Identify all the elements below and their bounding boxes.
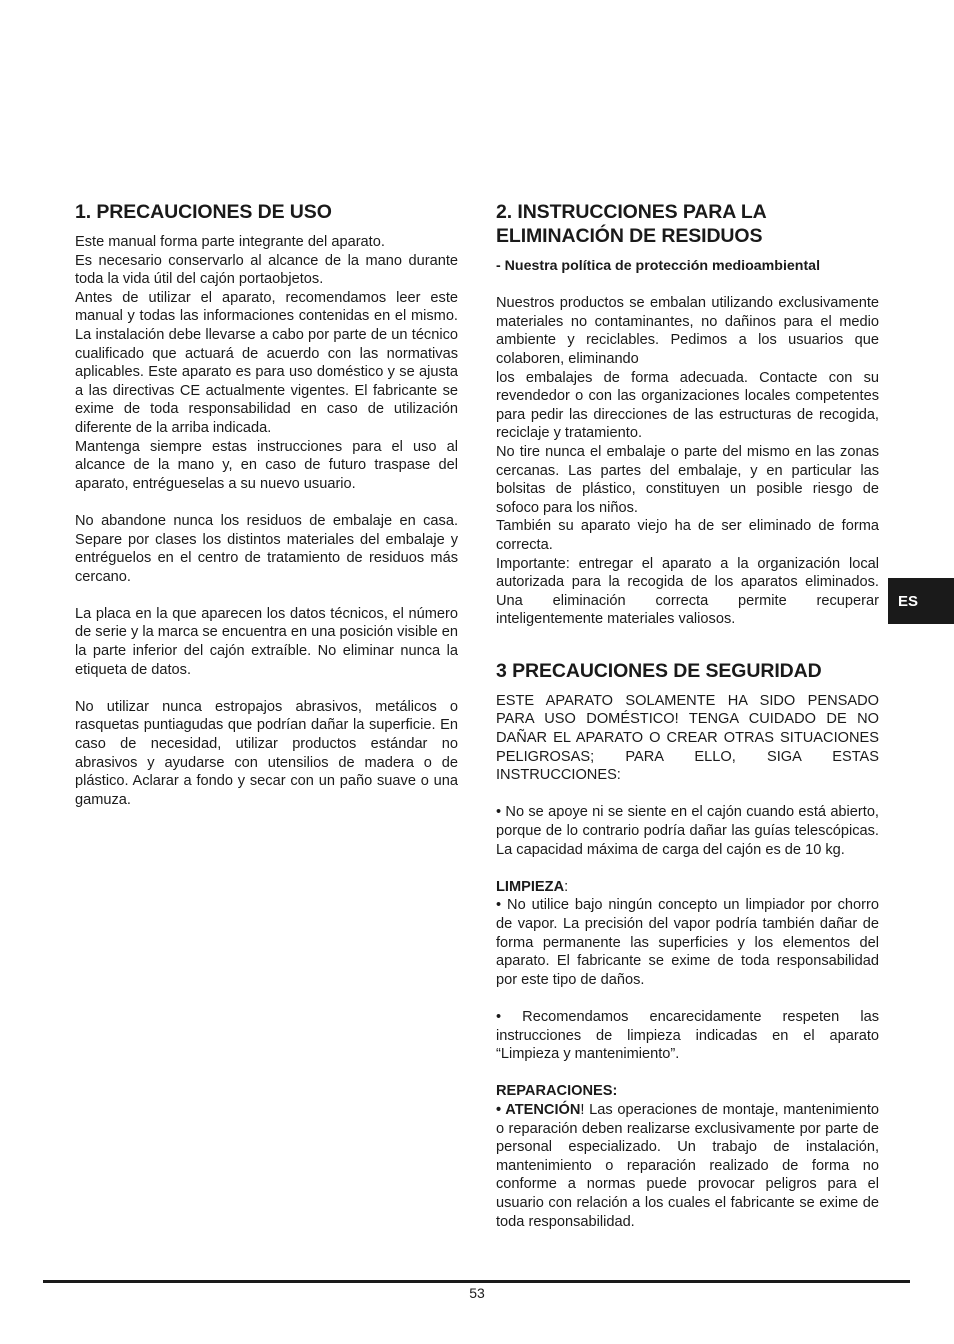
- page-number: 53: [469, 1285, 485, 1301]
- right-column: [496, 200, 879, 1231]
- atencion-item: [496, 1101, 879, 1231]
- paragraph: los embalajes de forma adecuada. Contacte con su revendedor o con las organizaciones locales competentes para pedir las direcciones de las estructuras de recogida, reciclaje y tratamiento.: [496, 369, 879, 442]
- atencion-label: ATENCIÓN: [505, 1101, 581, 1118]
- paragraph: Este manual forma parte integrante del aparato.: [75, 234, 385, 250]
- paragraph: Nuestros productos se embalan utilizando exclusivamente materiales no contaminantes, no dañinos para el medio ambiente y reciclables. Pedimos a los usuarios que colaboren, eliminando: [496, 295, 879, 367]
- left-column: [75, 200, 458, 809]
- language-tab: ES: [888, 578, 954, 624]
- section-2-title: [496, 200, 879, 248]
- bullet-item: • No se apoye ni se siente en el cajón cuando está abierto, porque de lo contrario podría dañar las guías telescópicas. La capacidad máxima de carga del cajón es de 10 kg.: [496, 804, 879, 858]
- bullet-item: • No utilice bajo ningún concepto un limpiador por chorro de vapor. La precisión del vapor podría también dañar de forma permanente las superficies y los elementos del aparato. El fabricante se exime de toda responsabilidad por este tipo de daños.: [496, 897, 879, 988]
- section-1-title: 1. PRECAUCIONES DE USO: [75, 201, 332, 223]
- warning-paragraph: ESTE APARATO SOLAMENTE HA SIDO PENSADO PARA USO DOMÉSTICO! TENGA CUIDADO DE NO DAÑAR EL APARATO O CREAR OTRAS SITUACIONES PELIGROSAS; PARA ELLO, SIGA ESTAS INSTRUCCIONES:: [496, 692, 879, 784]
- paragraph: La placa en la que aparecen los datos técnicos, el número de serie y la marca se encuentra en una posición visible en la parte inferior del cajón extraíble. No eliminar nunca la etiqueta de datos.: [75, 605, 458, 678]
- atencion-bullet: •: [496, 1101, 506, 1118]
- paragraph: Antes de utilizar el aparato, recomendamos leer este manual y todas las informaciones contenidas en el mismo. La instalación debe llevarse a cabo por parte de un técnico cualificado que actuará de acuerdo con las normativas aplicables. Este aparato es para uso doméstico y se ajusta a las directivas CE actualmente vigentes. El fabricante se exime de toda responsabilidad en caso de utilización diferente de la arriba indicada.: [75, 289, 458, 436]
- bullet-item: • Recomendamos encarecidamente respeten las instrucciones de limpieza indicadas en el aparato “Limpieza y mantenimiento”.: [496, 1008, 879, 1063]
- paragraph: Mantenga siempre estas instrucciones para el uso al alcance de la mano y, en caso de futuro traspase del aparato, entrégueselas a su nuevo usuario.: [75, 438, 458, 492]
- section-3-title: 3 PRECAUCIONES DE SEGURIDAD: [496, 659, 822, 682]
- atencion-text: ! Las operaciones de montaje, mantenimiento o reparación deben realizarse exclusivamente por parte de personal especializado. Un trabajo de instalación, mantenimiento o reparación realizado de forma no conforme a normas puede provocar peligros para el usuario con relación a los cuales el fabricante se exime de toda responsabilidad.: [496, 1101, 879, 1230]
- reparaciones-label: REPARACIONES:: [496, 1083, 618, 1100]
- limpieza-colon: :: [564, 878, 569, 895]
- section-2-title-line2: ELIMINACIÓN DE RESIDUOS: [496, 225, 763, 247]
- limpieza-label: LIMPIEZA: [496, 878, 565, 895]
- policy-subtitle: - Nuestra política de protección medioambiental: [496, 258, 821, 274]
- paragraph: También su aparato viejo ha de ser eliminado de forma correcta.: [496, 518, 879, 553]
- paragraph: Importante: entregar el aparato a la organización local autorizada para la recogida de los aparatos eliminados. Una eliminación correcta permite recuperar inteligentemente materiales valiosos.: [496, 555, 879, 628]
- footer-divider: [43, 1280, 910, 1283]
- paragraph: No abandone nunca los residuos de embalaje en casa. Separe por clases los distintos materiales del embalaje y entréguelos en el centro de tratamiento de residuos más cercano.: [75, 512, 458, 585]
- paragraph: No utilizar nunca estropajos abrasivos, metálicos o rasquetas puntiagudas que podrían dañar la superficie. En caso de necesidad, utilizar productos estándar no abrasivos y ayudarse con utensilios de madera o de plástico. Aclarar a fondo y secar con un paño suave o una gamuza.: [75, 698, 458, 808]
- paragraph: No tire nunca el embalaje o parte del mismo en las zonas cercanas. Las partes del embalaje, y en particular las bolsitas de plástico, constituyen un posible riesgo de sofoco para los niños.: [496, 443, 879, 516]
- paragraph: Es necesario conservarlo al alcance de la mano durante toda la vida útil del cajón portaobjetos.: [75, 252, 458, 288]
- limpieza-heading: [496, 878, 879, 897]
- section-2-title-line1: 2. INSTRUCCIONES PARA LA: [496, 201, 767, 223]
